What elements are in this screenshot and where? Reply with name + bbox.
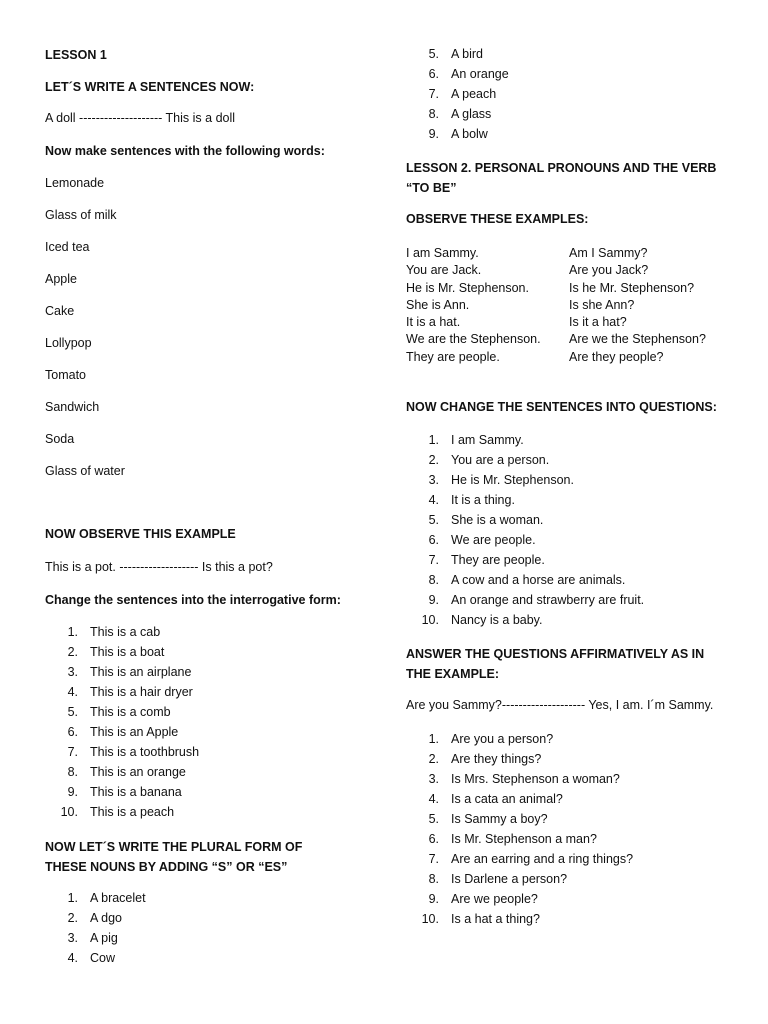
item-text: This is a cab — [90, 625, 161, 639]
lesson1-title: LESSON 1 — [45, 48, 107, 62]
list-item: 9. This is a banana — [67, 785, 182, 799]
plural-list-continued — [406, 44, 509, 144]
item-text: Are they things? — [451, 752, 542, 766]
example-row — [406, 280, 736, 297]
list-item: 8. Is Darlene a person? — [428, 872, 568, 886]
example-row — [406, 349, 736, 366]
item-number: 5. — [428, 47, 439, 61]
write-heading: LET´S WRITE A SENTENCES NOW: — [45, 80, 255, 94]
item-text: A pig — [90, 931, 118, 945]
example-row — [406, 245, 736, 262]
item-text: I am Sammy. — [451, 433, 524, 447]
interrogative-heading: Change the sentences into the interrogative form: — [45, 593, 341, 607]
word-item: Soda — [45, 432, 75, 446]
item-text: Are an earring and a ring things? — [451, 852, 634, 866]
plural-heading: NOW LET´S WRITE THE PLURAL FORM OF THESE NOUNS BY ADDING “S” OR “ES” — [45, 840, 303, 874]
item-number: 6. — [428, 67, 439, 81]
item-text: They are people. — [451, 553, 545, 567]
example-row — [406, 331, 736, 348]
question: Is she Ann? — [569, 297, 635, 312]
word-item: Lollypop — [45, 336, 92, 350]
item-text: This is a boat — [90, 645, 165, 659]
item-text: An orange — [451, 67, 509, 81]
item-text: A dgo — [90, 911, 122, 925]
change-heading: NOW CHANGE THE SENTENCES INTO QUESTIONS: — [406, 400, 717, 414]
list-item — [406, 44, 509, 64]
observe-heading: NOW OBSERVE THIS EXAMPLE — [45, 527, 236, 541]
word-item: Sandwich — [45, 400, 100, 414]
list-item: 1. Are you a person? — [428, 732, 554, 746]
list-item: 3. Is Mrs. Stephenson a woman? — [428, 772, 620, 786]
word-item: Glass of water — [45, 464, 125, 478]
item-text: This is a banana — [90, 785, 182, 799]
item-text: Are we people? — [451, 892, 538, 906]
list-item: 9. An orange and strawberry are fruit. — [428, 593, 645, 607]
question: Is he Mr. Stephenson? — [569, 280, 695, 295]
list-item: 9. Are we people? — [428, 892, 538, 906]
item-text: Is Mrs. Stephenson a woman? — [451, 772, 620, 786]
item-text: Is a cata an animal? — [451, 792, 563, 806]
item-text: Cow — [90, 951, 116, 965]
list-item: 7. They are people. — [428, 553, 545, 567]
item-text: Is a hat a thing? — [451, 912, 540, 926]
interrogative-list — [45, 622, 199, 822]
question: Are we the Stephenson? — [569, 332, 706, 347]
list-item: 10. Nancy is a baby. — [421, 613, 543, 627]
item-number: 7. — [428, 87, 439, 101]
list-item — [406, 124, 509, 144]
change-list — [406, 430, 644, 630]
question: Is it a hat? — [569, 315, 627, 330]
examples-table — [406, 245, 736, 366]
statement: I am Sammy. — [406, 246, 479, 260]
word-item: Tomato — [45, 368, 86, 382]
example-row — [406, 314, 736, 331]
list-item: 6. This is an Apple — [67, 725, 179, 739]
list-item: 3. A pig — [67, 931, 118, 945]
word-list — [45, 176, 125, 496]
statement: We are the Stephenson. — [406, 332, 541, 347]
item-text: This is an orange — [90, 765, 186, 779]
list-item: 2. You are a person. — [428, 453, 550, 467]
list-item: 1. This is a cab — [67, 625, 161, 639]
list-item: 2. A dgo — [67, 911, 122, 925]
item-text: We are people. — [451, 533, 536, 547]
observe-examples-heading: OBSERVE THESE EXAMPLES: — [406, 212, 589, 226]
list-item: 2. Are they things? — [428, 752, 542, 766]
make-sentences-heading: Now make sentences with the following words: — [45, 144, 325, 158]
statement: You are Jack. — [406, 263, 482, 278]
item-text: This is a comb — [90, 705, 171, 719]
item-text: This is an Apple — [90, 725, 179, 739]
question: Are they people? — [569, 349, 664, 364]
list-item: 3. This is an airplane — [67, 665, 192, 679]
list-item: 7. Are an earring and a ring things? — [428, 852, 634, 866]
item-text: You are a person. — [451, 453, 550, 467]
word-item: Iced tea — [45, 240, 90, 254]
list-item: 10. Is a hat a thing? — [421, 912, 540, 926]
example-line: A doll -------------------- This is a doll — [45, 111, 236, 125]
question: Am I Sammy? — [569, 246, 648, 260]
answer-list — [406, 729, 633, 929]
question: Are you Jack? — [569, 263, 649, 278]
word-item: Lemonade — [45, 176, 105, 190]
item-text: This is a peach — [90, 805, 175, 819]
list-item: 5. Is Sammy a boy? — [428, 812, 548, 826]
list-item: 5. This is a comb — [67, 705, 171, 719]
word-item: Glass of milk — [45, 208, 117, 222]
answer-example: Are you Sammy?-------------------- Yes, I am. I´m Sammy. — [406, 698, 714, 712]
pot-example: This is a pot. ------------------- Is this a pot? — [45, 560, 273, 574]
item-text: Is Sammy a boy? — [451, 812, 548, 826]
statement: They are people. — [406, 349, 500, 364]
list-item: 7. This is a toothbrush — [67, 745, 200, 759]
item-text: Nancy is a baby. — [451, 613, 543, 627]
list-item: 8. This is an orange — [67, 765, 186, 779]
list-item: 1. I am Sammy. — [428, 433, 524, 447]
example-row — [406, 297, 736, 314]
item-text: Is Darlene a person? — [451, 872, 568, 886]
item-text: It is a thing. — [451, 493, 515, 507]
item-text: A peach — [451, 87, 497, 101]
list-item: 4. Cow — [67, 951, 116, 965]
list-item: 4. Is a cata an animal? — [428, 792, 563, 806]
item-text: A bird — [451, 47, 483, 61]
item-text: A glass — [451, 107, 492, 121]
item-number: 8. — [428, 107, 439, 121]
item-text: She is a woman. — [451, 513, 544, 527]
list-item — [406, 64, 509, 84]
word-item: Cake — [45, 304, 75, 318]
list-item: 1. A bracelet — [67, 891, 146, 905]
list-item — [406, 104, 509, 124]
item-text: This is a toothbrush — [90, 745, 200, 759]
list-item: 10. This is a peach — [60, 805, 175, 819]
item-number: 9. — [428, 127, 439, 141]
item-text: This is a hair dryer — [90, 685, 193, 699]
list-item — [406, 84, 509, 104]
plural-list — [45, 888, 146, 968]
item-text: Are you a person? — [451, 732, 554, 746]
answer-heading: ANSWER THE QUESTIONS AFFIRMATIVELY AS IN THE EXAMPLE: — [406, 647, 705, 681]
item-text: A bracelet — [90, 891, 146, 905]
item-text: This is an airplane — [90, 665, 192, 679]
list-item: 3. He is Mr. Stephenson. — [428, 473, 574, 487]
list-item: 5. She is a woman. — [428, 513, 544, 527]
list-item: 2. This is a boat — [67, 645, 165, 659]
item-text: Is Mr. Stephenson a man? — [451, 832, 597, 846]
list-item: 6. Is Mr. Stephenson a man? — [428, 832, 597, 846]
item-text: A cow and a horse are animals. — [451, 573, 626, 587]
example-row — [406, 262, 736, 279]
list-item: 8. A cow and a horse are animals. — [428, 573, 626, 587]
item-text: An orange and strawberry are fruit. — [451, 593, 645, 607]
statement: She is Ann. — [406, 297, 470, 312]
list-item: 4. It is a thing. — [428, 493, 515, 507]
list-item: 4. This is a hair dryer — [67, 685, 193, 699]
word-item: Apple — [45, 272, 77, 286]
lesson2-heading: LESSON 2. PERSONAL PRONOUNS AND THE VERB “TO BE” — [406, 161, 717, 195]
statement: It is a hat. — [406, 315, 461, 330]
list-item: 6. We are people. — [428, 533, 536, 547]
item-text: He is Mr. Stephenson. — [451, 473, 574, 487]
statement: He is Mr. Stephenson. — [406, 280, 529, 295]
item-text: A bolw — [451, 127, 488, 141]
